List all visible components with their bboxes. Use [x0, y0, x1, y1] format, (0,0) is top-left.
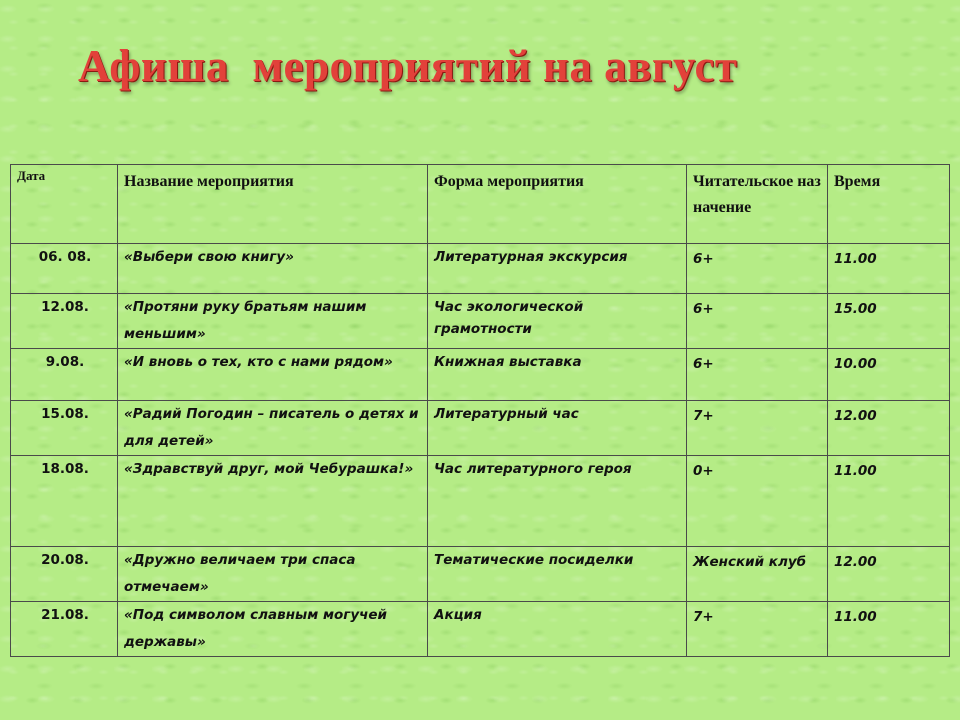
column-header-time: Время [828, 165, 950, 244]
cell-time: 11.00 [828, 456, 950, 547]
cell-time: 11.00 [828, 602, 950, 657]
cell-time: 12.00 [828, 401, 950, 456]
cell-audience: 7+ [687, 401, 828, 456]
cell-form: Книжная выставка [428, 349, 687, 401]
table-header-row [11, 165, 950, 244]
table-row [11, 547, 950, 602]
cell-time: 15.00 [828, 294, 950, 349]
cell-name: «Дружно величаем три спаса отмечаем» [118, 547, 428, 602]
column-header-date: Дата [11, 165, 118, 244]
cell-date: 21.08. [11, 602, 118, 657]
events-table [10, 164, 950, 657]
table-row [11, 456, 950, 547]
column-header-name: Название мероприятия [118, 165, 428, 244]
cell-audience: 6+ [687, 244, 828, 294]
cell-date: 9.08. [11, 349, 118, 401]
table-row [11, 401, 950, 456]
cell-audience: 7+ [687, 602, 828, 657]
cell-name: «И вновь о тех, кто с нами рядом» [118, 349, 428, 401]
cell-form: Тематические посиделки [428, 547, 687, 602]
cell-time: 12.00 [828, 547, 950, 602]
cell-form: Литературный час [428, 401, 687, 456]
cell-form: Час литературного героя [428, 456, 687, 547]
cell-time: 11.00 [828, 244, 950, 294]
cell-audience: 0+ [687, 456, 828, 547]
table-row [11, 244, 950, 294]
cell-name: «Под символом славным могучей державы» [118, 602, 428, 657]
cell-date: 06. 08. [11, 244, 118, 294]
cell-date: 18.08. [11, 456, 118, 547]
table-row [11, 349, 950, 401]
cell-form: Литературная экскурсия [428, 244, 687, 294]
cell-audience: 6+ [687, 294, 828, 349]
column-header-audience: Читательское назначение [687, 165, 828, 244]
cell-date: 15.08. [11, 401, 118, 456]
cell-name: «Протяни руку братьям нашим меньшим» [118, 294, 428, 349]
cell-name: «Здравствуй друг, мой Чебурашка!» [118, 456, 428, 547]
cell-audience: 6+ [687, 349, 828, 401]
table-row [11, 602, 950, 657]
cell-date: 20.08. [11, 547, 118, 602]
page-title: Афиша мероприятий на август [78, 41, 738, 91]
cell-form: Час экологической грамотности [428, 294, 687, 349]
cell-date: 12.08. [11, 294, 118, 349]
cell-name: «Радий Погодин – писатель о детях и для детей» [118, 401, 428, 456]
cell-name: «Выбери свою книгу» [118, 244, 428, 294]
table-row [11, 294, 950, 349]
column-header-form: Форма мероприятия [428, 165, 687, 244]
cell-form: Акция [428, 602, 687, 657]
cell-audience: Женский клуб [687, 547, 828, 602]
cell-time: 10.00 [828, 349, 950, 401]
